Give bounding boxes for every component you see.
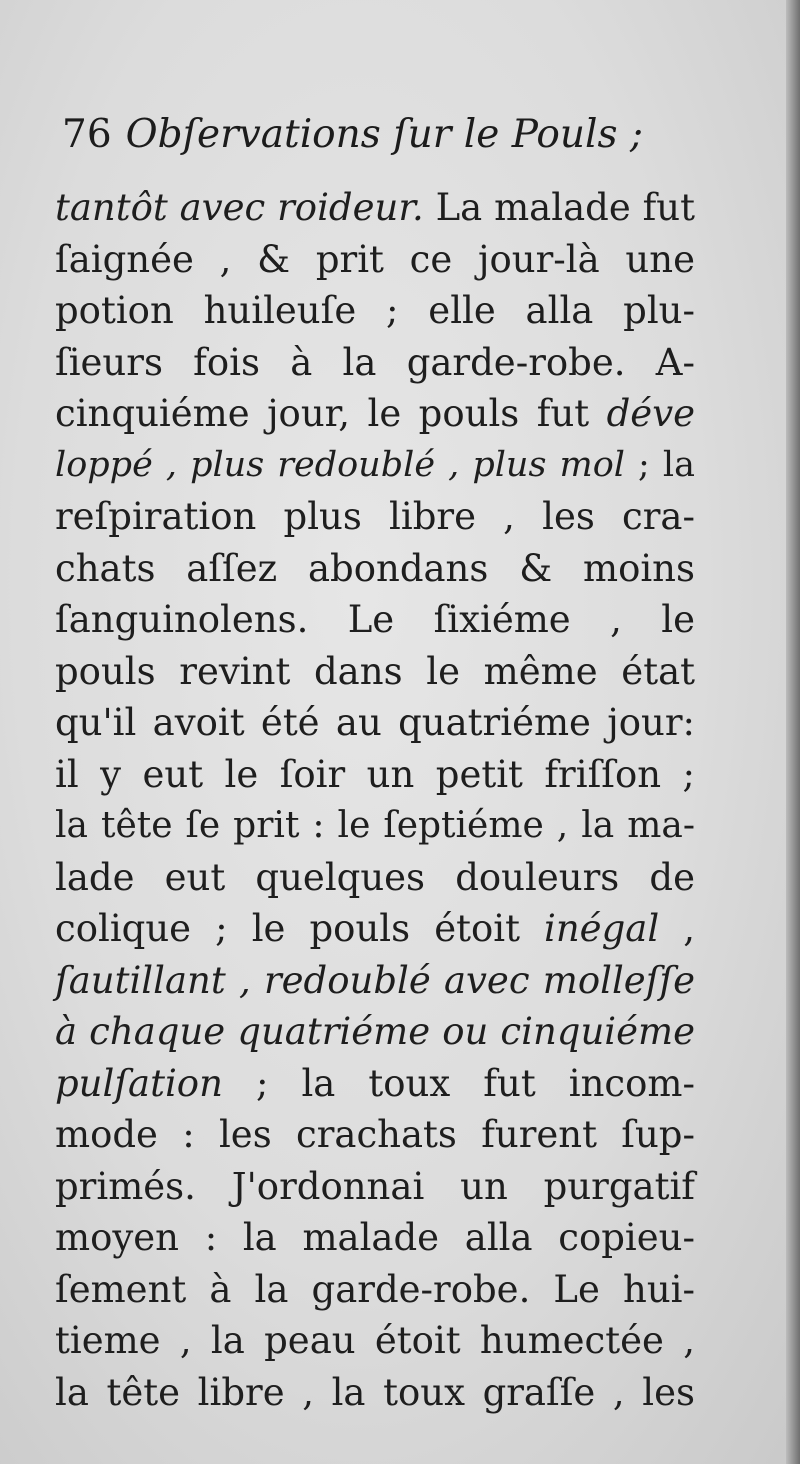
text-segment: La malade fut <box>423 186 695 229</box>
text-segment: mode : les crachats furent ſup- <box>55 1113 695 1156</box>
text-segment: lade eut quelques douleurs de <box>55 855 695 899</box>
text-line <box>55 182 695 234</box>
text-segment: tieme , la peau étoit humectée , <box>55 1319 695 1362</box>
text-segment: ſieurs fois à la garde-robe. A- <box>55 340 695 384</box>
text-line <box>55 388 695 440</box>
text-line <box>55 1264 695 1316</box>
text-segment: moyen : la malade alla copieu- <box>55 1216 695 1259</box>
running-head <box>62 112 702 172</box>
text-segment: ; la <box>624 444 695 485</box>
text-line <box>55 903 695 955</box>
italic-phrase: tantôt avec roideur. <box>55 186 424 229</box>
text-line <box>55 1161 695 1213</box>
text-segment: cinquiéme jour, le pouls fut <box>55 392 607 435</box>
italic-phrase: loppé , plus redoublé , plus mol <box>55 444 625 485</box>
text-line <box>55 1315 695 1367</box>
text-segment: qu'il avoit été au quatriéme jour: <box>55 701 695 744</box>
text-segment: ſaignée , & prit ce jour-là une <box>55 237 695 281</box>
page-gutter-shadow <box>786 0 800 1464</box>
text-line <box>55 800 695 852</box>
text-line <box>55 234 695 286</box>
text-segment: il y eut le ſoir un petit friſſon ; <box>55 752 695 796</box>
body-text <box>55 182 695 1418</box>
italic-phrase: ſautillant , redoublé avec molleſſe <box>55 958 695 1002</box>
text-segment: potion huileuſe ; elle alla plu- <box>55 289 695 332</box>
text-segment: ; la toux fut incom- <box>222 1061 695 1105</box>
text-segment: primés. J'ordonnai un purgatif <box>55 1164 695 1208</box>
text-segment: la tête ſe prit : le ſeptiéme , la ma- <box>55 805 695 846</box>
text-segment: ſement à la garde-robe. Le hui- <box>55 1267 695 1311</box>
text-line <box>55 491 695 543</box>
text-line <box>55 543 695 595</box>
text-line <box>55 646 695 698</box>
text-segment: colique ; le pouls étoit <box>55 907 545 950</box>
page-number: 76 <box>62 112 112 157</box>
italic-phrase: inégal <box>544 907 660 950</box>
text-line <box>55 594 695 646</box>
text-line <box>55 1367 695 1419</box>
text-line <box>55 1006 695 1058</box>
text-line <box>55 749 695 801</box>
text-line <box>55 440 695 492</box>
text-segment: pouls revint dans le même état <box>55 649 695 693</box>
text-line <box>55 955 695 1007</box>
italic-phrase: déve <box>606 392 695 435</box>
text-segment: chats aſſez abondans & moins <box>55 546 695 590</box>
running-title: Obſervations ſur le Pouls ; <box>125 112 643 157</box>
italic-phrase: pulſation <box>55 1061 223 1105</box>
text-line <box>55 1109 695 1161</box>
text-line <box>55 1058 695 1110</box>
text-segment: ſanguinolens. Le ſixiéme , le <box>55 598 695 641</box>
text-line <box>55 1212 695 1264</box>
text-segment: la tête libre , la toux graſſe , les <box>55 1370 695 1414</box>
text-segment: , <box>659 907 695 950</box>
text-line <box>55 285 695 337</box>
text-segment: reſpiration plus libre , les cra- <box>55 495 695 538</box>
text-line <box>55 697 695 749</box>
text-line <box>55 852 695 904</box>
italic-phrase: à chaque quatriéme ou cinquiéme <box>55 1010 695 1053</box>
text-line <box>55 337 695 389</box>
